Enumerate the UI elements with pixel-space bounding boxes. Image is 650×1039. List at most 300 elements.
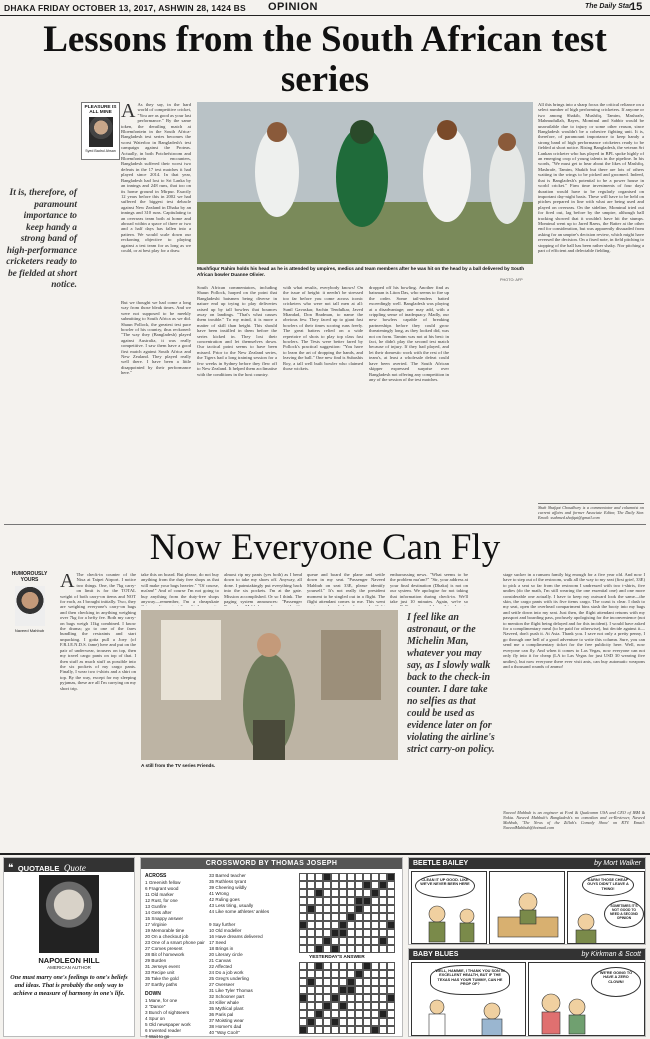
grid-cell[interactable] xyxy=(347,945,355,953)
story2-photo-caption: A still from the TV series Friends. xyxy=(141,763,216,768)
grid-cell[interactable] xyxy=(307,921,315,929)
grid-cell xyxy=(331,1010,339,1018)
grid-cell[interactable] xyxy=(347,937,355,945)
crossword-clue: 21 Canvas xyxy=(209,958,231,963)
grid-cell[interactable] xyxy=(331,921,339,929)
grid-cell[interactable] xyxy=(323,913,331,921)
grid-cell xyxy=(371,889,379,897)
grid-cell[interactable] xyxy=(355,945,363,953)
grid-cell xyxy=(307,1018,315,1026)
grid-cell xyxy=(339,994,347,1002)
grid-cell[interactable] xyxy=(355,881,363,889)
sarge-figure-icon xyxy=(568,912,608,944)
crossword-clue: 37 Earthy paths xyxy=(145,982,178,987)
grid-cell xyxy=(331,1026,339,1034)
grid-cell xyxy=(323,937,331,945)
crossword-clue: 20 Literary circle xyxy=(209,952,243,957)
story1-headline[interactable]: Lessons from the South African test series xyxy=(43,19,607,100)
story1-column-5: dropped off his bowling. Another find as batsman is Liton Das, who seems to fire up the order. Some tail-enders batted exceedingly well. Bangladesh was playing at a disadvantage; one may add, with a crippling sense of inadequacy. Madly, our new bowlers capable of breaking partnerships before they could grow threateningly long, as they looked did, was not on form. Tamim was not at his best: in fact, he didn't play the second test match because of injury. If they had played, and let their domestic work with the rest of the team's, at least a wholesale defeat could have been averted. The South African skipper expressed surprise over Bangladesh not offering any competition in any of the session of the test matches. xyxy=(369,285,449,382)
story2-column-6: stage sucker in a ransom family big enough for a five year old. And now I have to step out of the restroom, walk all the way to my seat (first grief, 33E) to pick a seat so far from the restroom I undressed with two t-shirts, five undies (do the math, I'm still wearing the one essential one) and one more considerable one actually. I have to keep my outward look the same—the skin, the cargo pants with its five items cargo. The coast is clear. I dash to my seat, open the overhead compartment bins stash the booty into my bags and settle down into my seat. Just then, the flight attendant returns with my passport and boarding pass, profusely apologising for the inconvenience (not to mention the flight being delayed and for this incident). I would have asked for a complimentary meal (to be paid for otherwise), but decide against it—Naveed, don't push it. At Asia. Thank you. I save not only a pretty penny, I go through one hell of a good adventure to write this column. Sure, you can send me a complimentary ticket for the free publicity here. Well, now everyone can fly. And when it comes to Las Vegas, now everyone can not only fly into it for cheap (LA to Las Vegas for just USD 30 wearing five undies), but now everyone there ever visit ants, can buy automatic weapons and a thousand rounds of ammo! xyxy=(503,572,645,669)
crossword-clue: 41 Wrong xyxy=(209,891,229,896)
grid-cell xyxy=(323,1002,331,1010)
story2-column-2-top: take this on board. But please, do not buy anything from the duty free shops as that will make your bags heavier." "Of course, ma'am!" And of course I'm not going to buy anything from the duty-free shops anyway—remember, I'm a cheapskate xyxy=(141,572,219,605)
crossword-clue: 1 Greenish fellow xyxy=(145,880,181,885)
cleaning-scene-icon xyxy=(490,872,565,944)
grid-cell[interactable] xyxy=(347,921,355,929)
page-number: 15 xyxy=(630,1,643,13)
grid-cell xyxy=(331,994,339,1002)
grid-cell xyxy=(371,1002,379,1010)
grid-cell xyxy=(331,945,339,953)
across-clues-col2 xyxy=(209,873,271,915)
crossword-clue: 11 Old marker xyxy=(145,892,174,897)
grid-cell[interactable] xyxy=(347,905,355,913)
story1-photo-caption: Mushfiqur Rahim holds his head as he is attended by umpires, medics and team members after he was hit on the head by a ball delivered by South African bowler Duanne Olivier. xyxy=(197,266,525,277)
crossword-clue: 23 One of a smart phone pair xyxy=(145,940,205,945)
comic-panel-3 xyxy=(567,871,645,944)
crossword-clue: 31 Jerseys event xyxy=(145,964,180,969)
grid-cell xyxy=(355,1002,363,1010)
grid-cell xyxy=(347,994,355,1002)
quote-mark-icon: ❝ xyxy=(8,863,14,874)
story1-column-3: South African commentators, including Shaun Pollock, harped on the point that Bangladeshi batsmen being diverse in nature end up trying to play deliveries raised up by tall bowlers that bounces away on landings. "That's what causes them trouble." To my mind, it is more a matter of skill than height. This should have been instilled in them before the series kicked in. They lost their concentration and let themselves down. Our tactical point seems to have been missed. Prior to the New Zealand series, the Tigers had a long training session for a few weeks in Sydney before they flew off to New Zealand. It helped them acclimatise with the conditions in the host country. xyxy=(197,285,277,377)
grid-cell[interactable] xyxy=(371,937,379,945)
soldier-figure-icon xyxy=(412,902,487,944)
crossword-clue: 24 Do a job work xyxy=(209,970,244,975)
crossword-clue: 22 Affected xyxy=(209,964,232,969)
kids-figure-icon xyxy=(529,983,599,1036)
grid-cell[interactable] xyxy=(379,873,387,881)
grid-cell[interactable] xyxy=(339,897,347,905)
crossword-clue: 37 Moisting wear xyxy=(209,1018,244,1023)
story1-column-1: A As they say, in the hard world of competitive cricket, "You are as good as your last performance." By the same token, the derailing match at Bloemfontein in the South Africa-Bangladesh test series becomes the worst Waterloo in Bangladesh's test campaign against the Proteas. Actually, in both Potchefstroom and Bloemfontein encounters, Bangladesh suffered their worst two defeats in the 17 test matches it had played since 2014. In that year, Bangladesh had lost to Sri Lanka by an innings and 248 runs, that too on its home ground in Mirpur. Exactly 12 years before this in 2002 we had suffered the biggest test debacle against New Zealand in Dhaka by an innings and 310 runs. Capitulating to an overseas team both at home and abroad within a space of three or two and a half days has fallen into a pattern. We would scale down our reckoning objective to playing against a test team for as long as we could, or at best play for a draw. xyxy=(121,102,191,253)
humor-column-badge xyxy=(3,572,56,640)
grid-cell xyxy=(379,962,387,970)
grid-cell[interactable] xyxy=(331,881,339,889)
grid-cell[interactable] xyxy=(315,913,323,921)
grid-cell xyxy=(315,970,323,978)
grid-cell xyxy=(299,921,307,929)
beetle-bailey-header xyxy=(409,858,645,869)
story2-headline[interactable]: Now Everyone Can Fly xyxy=(149,527,501,568)
author-photo xyxy=(15,586,45,626)
grid-cell[interactable] xyxy=(323,881,331,889)
story2-column-5-bottom xyxy=(407,760,495,849)
grid-cell xyxy=(339,970,347,978)
grid-cell[interactable] xyxy=(371,921,379,929)
grid-cell[interactable] xyxy=(379,897,387,905)
grid-cell[interactable] xyxy=(339,889,347,897)
grid-cell xyxy=(347,1026,355,1034)
grid-cell xyxy=(339,1018,347,1026)
grid-cell[interactable] xyxy=(339,937,347,945)
grid-cell xyxy=(355,994,363,1002)
grid-cell xyxy=(315,978,323,986)
comic-author: by Mort Walker xyxy=(594,860,641,867)
grid-cell[interactable] xyxy=(379,929,387,937)
grid-cell[interactable] xyxy=(387,905,395,913)
grid-cell[interactable] xyxy=(339,945,347,953)
grid-cell[interactable] xyxy=(387,881,395,889)
grid-cell xyxy=(323,1026,331,1034)
grid-cell[interactable] xyxy=(339,913,347,921)
grid-cell[interactable] xyxy=(331,905,339,913)
grid-cell xyxy=(299,970,307,978)
story2-column-5-top: embarrassing news. "What seems to be the problem ma'am?" "Sir, your address at your final destination (Dhaka) is not on our system. We apologise for not taking that information during check-in. We'll take just 10 minutes. Again, we're so xyxy=(390,572,468,605)
grid-cell[interactable] xyxy=(347,873,355,881)
grid-cell[interactable] xyxy=(323,889,331,897)
grid-cell xyxy=(331,929,339,937)
grid-cell[interactable] xyxy=(323,905,331,913)
issue-date: DHAKA FRIDAY OCTOBER 13, 2017, ASHWIN 28, 1424 BS xyxy=(4,3,246,13)
grid-cell xyxy=(387,962,395,970)
grid-cell[interactable] xyxy=(307,929,315,937)
grid-cell[interactable] xyxy=(371,881,379,889)
paper-masthead: The Daily Star xyxy=(585,3,632,10)
grid-cell[interactable] xyxy=(371,905,379,913)
grid-cell[interactable] xyxy=(299,929,307,937)
grid-cell[interactable] xyxy=(387,937,395,945)
quote-author-role: AMERICAN AUTHOR xyxy=(47,965,91,970)
story2-column-3-bottom xyxy=(224,775,302,849)
grid-cell[interactable] xyxy=(307,881,315,889)
crossword-title: CROSSWORD BY THOMAS JOSEPH xyxy=(141,858,402,869)
grid-cell[interactable] xyxy=(339,905,347,913)
crossword-grid[interactable] xyxy=(299,873,395,953)
crossword-clue: 33 Barred teacher xyxy=(209,873,246,878)
grid-cell xyxy=(307,978,315,986)
grid-cell[interactable] xyxy=(363,889,371,897)
comic-panel-2 xyxy=(489,871,565,944)
across-clues-col1 xyxy=(145,880,207,988)
grid-cell xyxy=(355,962,363,970)
grid-cell[interactable] xyxy=(371,873,379,881)
grid-cell[interactable] xyxy=(355,873,363,881)
grid-cell xyxy=(379,978,387,986)
crossword-clue: 38 Homer's dad xyxy=(209,1024,242,1029)
grid-cell[interactable] xyxy=(363,945,371,953)
grid-cell xyxy=(379,986,387,994)
grid-cell[interactable] xyxy=(299,897,307,905)
grid-cell xyxy=(347,1010,355,1018)
grid-cell xyxy=(371,1018,379,1026)
grid-cell xyxy=(355,970,363,978)
grid-cell[interactable] xyxy=(299,913,307,921)
grid-cell xyxy=(355,1010,363,1018)
story2-photo[interactable] xyxy=(141,610,398,760)
crossword-clue: 31 Like Tyler Thomas xyxy=(209,988,253,993)
grid-cell xyxy=(347,1002,355,1010)
grid-cell xyxy=(387,978,395,986)
grid-cell[interactable] xyxy=(323,929,331,937)
grid-cell[interactable] xyxy=(363,905,371,913)
grid-cell xyxy=(339,1026,347,1034)
grid-cell xyxy=(379,1018,387,1026)
quotable-box xyxy=(3,857,135,1037)
grid-cell[interactable] xyxy=(387,929,395,937)
grid-cell xyxy=(363,1026,371,1034)
grid-cell xyxy=(299,1010,307,1018)
crossword-clue: 44 Like some athletes' ankles xyxy=(209,909,270,914)
grid-cell xyxy=(363,1010,371,1018)
grid-cell xyxy=(299,1002,307,1010)
grid-cell[interactable] xyxy=(387,889,395,897)
crossword-clue: 42 Ruling goes xyxy=(209,897,240,902)
grid-cell xyxy=(323,994,331,1002)
crossword-clue: 10 Old modeller xyxy=(209,928,242,933)
grid-cell[interactable] xyxy=(371,913,379,921)
story-divider xyxy=(4,524,646,525)
crossword-clue: 12 Rust, for one xyxy=(145,898,178,903)
grid-cell xyxy=(307,986,315,994)
speech-bubble: SOMETIMES IT'S NOT GOOD TO NEED A SECOND OPINION xyxy=(604,900,644,928)
comic-title: BEETLE BAILEY xyxy=(413,860,469,867)
doctor-family-icon xyxy=(412,997,526,1036)
crossword-clue: 35 Take the gold xyxy=(145,976,179,981)
grid-cell[interactable] xyxy=(387,897,395,905)
grid-cell xyxy=(379,970,387,978)
grid-cell xyxy=(371,962,379,970)
grid-cell xyxy=(363,978,371,986)
grid-cell[interactable] xyxy=(363,937,371,945)
grid-cell xyxy=(331,1002,339,1010)
grid-cell xyxy=(355,905,363,913)
grid-cell xyxy=(307,905,315,913)
quotable-header xyxy=(4,858,134,872)
grid-cell[interactable] xyxy=(387,913,395,921)
grid-cell xyxy=(323,986,331,994)
grid-cell[interactable] xyxy=(331,913,339,921)
grid-cell[interactable] xyxy=(299,873,307,881)
grid-cell[interactable] xyxy=(331,889,339,897)
grid-cell xyxy=(363,994,371,1002)
grid-cell xyxy=(387,921,395,929)
grid-cell[interactable] xyxy=(323,897,331,905)
story2-column-2-bottom xyxy=(141,775,219,849)
grid-cell[interactable] xyxy=(315,929,323,937)
crossword-clue: 17 Seed xyxy=(209,940,227,945)
grid-cell xyxy=(371,1010,379,1018)
grid-cell xyxy=(347,978,355,986)
grid-cell[interactable] xyxy=(355,913,363,921)
grid-cell xyxy=(299,994,307,1002)
grid-cell[interactable] xyxy=(339,873,347,881)
grid-cell xyxy=(307,994,315,1002)
quotable-title: QUOTABLE xyxy=(17,864,60,873)
grid-cell xyxy=(347,1018,355,1026)
bio-divider xyxy=(538,503,644,504)
story2-author-bio: Naveed Mahbub is an engineer at Ford & Qualcomm USA and CEO of IBM & Nokia. Naveed Mahbub's Bangladesh's no comedian and ex-Reviewer, Naveed Mahbub, 'The News of the Zillah's Comedy Show' on RTV. Email: NaveedMahbub@hotmail.com xyxy=(503,810,645,830)
crossword-clue: 2 "Dance" xyxy=(145,1004,166,1009)
grid-cell xyxy=(339,1002,347,1010)
story2-column-1-overflow xyxy=(4,645,56,818)
grid-cell xyxy=(331,986,339,994)
drop-cap: A xyxy=(121,102,136,122)
grid-cell[interactable] xyxy=(363,921,371,929)
crossword-clue: 20 On a checkout job xyxy=(145,934,189,939)
grid-cell xyxy=(387,873,395,881)
grid-cell[interactable] xyxy=(307,889,315,897)
yesterday-answer-label: YESTERDAY'S ANSWER xyxy=(309,955,365,960)
crossword-clue: 25 Greg's underling xyxy=(209,976,249,981)
story1-column-2: But we thought we had come a long way from those bleak times. And we were not supposed to be meekly submitting to South Africa as we did. Shaun Pollock, the greatest test pace bowler of his country, thus reckoned: "The way they (Bangladesh) played against Australia, it was really competitive. I saw them have a good first match against South Africa and New Zealand. They played really well there. I have been a little disappointed by their performance here." xyxy=(121,300,191,518)
grid-cell[interactable] xyxy=(299,889,307,897)
crossword-clue: 7 Wait to go xyxy=(145,1034,170,1039)
grid-cell[interactable] xyxy=(363,873,371,881)
grid-cell[interactable] xyxy=(307,913,315,921)
crossword-clue: 9 Say further xyxy=(209,922,236,927)
grid-cell xyxy=(307,970,315,978)
crossword-clue: 16 Have dreams delivered xyxy=(209,934,263,939)
grid-cell[interactable] xyxy=(299,945,307,953)
grid-cell xyxy=(331,1018,339,1026)
grid-cell[interactable] xyxy=(347,929,355,937)
grid-cell[interactable] xyxy=(307,873,315,881)
grid-cell[interactable] xyxy=(355,929,363,937)
grid-cell xyxy=(299,986,307,994)
grid-cell[interactable] xyxy=(355,889,363,897)
grid-cell[interactable] xyxy=(331,873,339,881)
grid-cell xyxy=(387,1010,395,1018)
grid-cell xyxy=(355,897,363,905)
crossword-clue: 14 Gets after xyxy=(145,910,172,915)
grid-cell xyxy=(331,978,339,986)
grid-cell[interactable] xyxy=(379,945,387,953)
down-clues-col2 xyxy=(209,922,271,1036)
grid-cell[interactable] xyxy=(379,921,387,929)
grid-cell[interactable] xyxy=(323,921,331,929)
grid-cell xyxy=(315,889,323,897)
drop-cap: A xyxy=(60,572,75,592)
grid-cell xyxy=(379,994,387,1002)
grid-cell[interactable] xyxy=(339,881,347,889)
grid-cell[interactable] xyxy=(307,937,315,945)
grid-cell[interactable] xyxy=(315,921,323,929)
crossword-clue: 3 Bunch of sightseers xyxy=(145,1010,190,1015)
grid-cell xyxy=(331,970,339,978)
speech-bubble: DARN! THOSE CHEAP GUYS DIDN'T LEAVE A THING! xyxy=(582,874,634,896)
grid-cell xyxy=(387,1002,395,1010)
grid-cell[interactable] xyxy=(323,945,331,953)
story1-author-bio: Shah Shafqat Choudhury is a commentator and columnist on current affairs and former Associate Editor, The Daily Star. Email: ssahmed.shafqat@gmail.com xyxy=(538,505,644,520)
crossword-clue: 29 Burden xyxy=(145,958,167,963)
crossword-clue: 43 Less tiring, usually xyxy=(209,903,254,908)
grid-cell[interactable] xyxy=(299,881,307,889)
grid-cell[interactable] xyxy=(331,937,339,945)
grid-cell[interactable] xyxy=(363,929,371,937)
down-clues-col1 xyxy=(145,998,207,1039)
grid-cell xyxy=(387,1026,395,1034)
crossword-clue: 40 "Way Cool!" xyxy=(209,1030,240,1035)
grid-cell[interactable] xyxy=(347,881,355,889)
grid-cell xyxy=(299,1026,307,1034)
down-heading: DOWN xyxy=(145,991,161,997)
grid-cell xyxy=(315,945,323,953)
speech-bubble: WELL, HAMMIE, I THANK YOU SON IN EXCELLENT HEALTH, BUT IF THE TEXAS HAS YOUR TUMMY, CAN HE PROP OF? xyxy=(430,965,510,995)
baby-blues-strip xyxy=(408,948,646,1037)
grid-cell[interactable] xyxy=(315,937,323,945)
story1-column-4: with what results, everybody knows! On the issue of height: it needn't be stressed too far before you come across iconic cricketers who were not tall men at all: Sunil Gavaskar, Sachin Tendulkar, Javed Miandad, Don Bradman, to name the obvious few. They faced up to giant fast bowlers of their times scoring runs freely. The great batters relied on a wide repertoire of shots to play top class fast bowlers. The Tests were better fared by Pollock's practical suggestion: "You have to learn the art of dropping the hands, and leaving the ball." One new find is Subashis Roy, a tall well built bowler who claimed those wickets. xyxy=(283,285,363,372)
grid-cell xyxy=(307,1010,315,1018)
grid-cell xyxy=(363,986,371,994)
grid-cell[interactable] xyxy=(307,897,315,905)
story2-pull-quote: I feel like an astronaut, or the Michelin Man, whatever you may say, as I slowly walk back to the check-in counter. I dare take no selfies as that could be used as evidence later on for violating the airline's strict carry-on policy. xyxy=(407,612,495,755)
column-badge xyxy=(81,102,120,160)
quote-text: One must marry one's feelings to one's beliefs and ideas. That is probably the only way to achieve a measure of harmony in one's life. xyxy=(10,974,128,997)
grid-cell[interactable] xyxy=(379,905,387,913)
grid-cell[interactable] xyxy=(299,905,307,913)
cricket-photo-illustration xyxy=(197,102,533,264)
grid-cell xyxy=(371,986,379,994)
grid-cell[interactable] xyxy=(371,945,379,953)
grid-cell[interactable] xyxy=(363,913,371,921)
grid-cell xyxy=(371,994,379,1002)
grid-cell xyxy=(379,937,387,945)
grid-cell xyxy=(363,897,371,905)
grid-cell[interactable] xyxy=(355,937,363,945)
crossword-clue: 35 Mythical plant xyxy=(209,1006,244,1011)
column-name: PLEASURE IS ALL MINE xyxy=(84,105,117,115)
bottom-section-divider xyxy=(0,853,650,855)
grid-cell[interactable] xyxy=(315,905,323,913)
grid-cell xyxy=(299,978,307,986)
crossword-clue: 1 Mane, for one xyxy=(145,998,178,1003)
grid-cell[interactable] xyxy=(315,873,323,881)
grid-cell xyxy=(315,994,323,1002)
grid-cell xyxy=(355,978,363,986)
crossword-clue: 27 Overseer xyxy=(209,982,235,987)
beetle-bailey-strip xyxy=(408,857,646,945)
story1-photo[interactable] xyxy=(197,102,533,264)
grid-cell xyxy=(307,962,315,970)
section-title: OPINION xyxy=(268,1,318,13)
grid-cell[interactable] xyxy=(315,897,323,905)
comic-title: BABY BLUES xyxy=(413,951,459,958)
author-byline: Naveed Mahbub xyxy=(14,628,45,634)
grid-cell xyxy=(379,1010,387,1018)
grid-cell[interactable] xyxy=(307,945,315,953)
grid-cell xyxy=(315,1010,323,1018)
grid-cell xyxy=(347,913,355,921)
grid-cell[interactable] xyxy=(355,921,363,929)
friends-still-illustration xyxy=(141,610,398,760)
grid-cell xyxy=(299,1018,307,1026)
comic-author: by Kirkman & Scott xyxy=(581,951,641,958)
grid-cell[interactable] xyxy=(379,889,387,897)
grid-cell[interactable] xyxy=(387,945,395,953)
grid-cell[interactable] xyxy=(371,897,379,905)
grid-cell[interactable] xyxy=(347,897,355,905)
grid-cell xyxy=(339,929,347,937)
grid-cell[interactable] xyxy=(331,897,339,905)
grid-cell xyxy=(387,1018,395,1026)
crossword-clue: 13 Gunfire xyxy=(145,904,167,909)
grid-cell[interactable] xyxy=(315,881,323,889)
grid-cell xyxy=(371,978,379,986)
grid-cell[interactable] xyxy=(371,929,379,937)
napoleon-hill-portrait xyxy=(39,875,99,953)
crossword-box xyxy=(140,857,403,1037)
grid-cell[interactable] xyxy=(379,913,387,921)
grid-cell xyxy=(363,881,371,889)
grid-cell xyxy=(363,962,371,970)
grid-cell[interactable] xyxy=(347,889,355,897)
column-name: HUMOROUSLY YOURS xyxy=(11,571,48,583)
crossword-clue: 34 Killer whale xyxy=(209,1000,239,1005)
grid-cell[interactable] xyxy=(299,937,307,945)
story2-column-4-bottom xyxy=(307,775,385,849)
grid-cell xyxy=(387,994,395,1002)
